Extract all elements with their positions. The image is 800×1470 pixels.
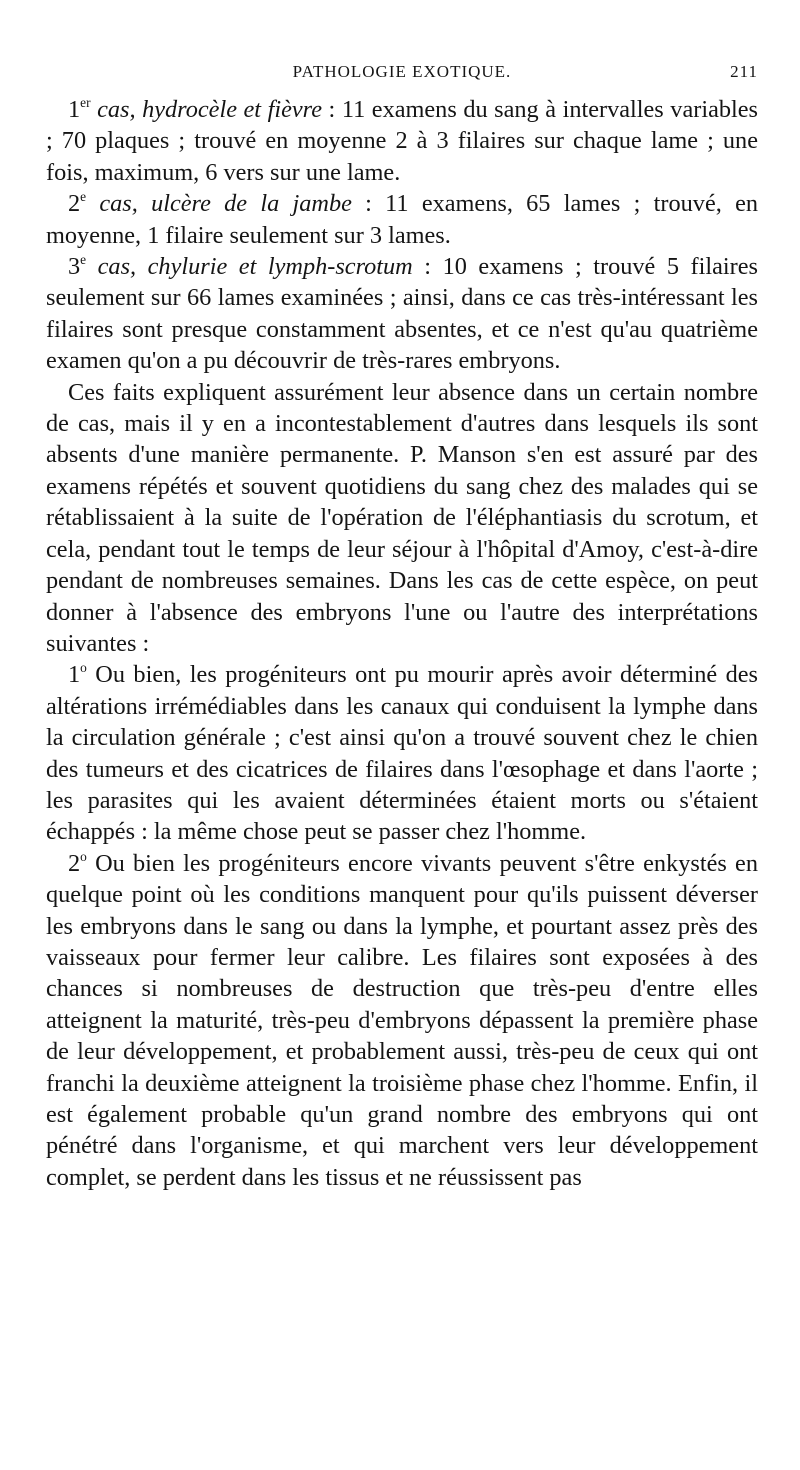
ordinal-superscript: o (80, 660, 87, 676)
paragraph-text: Ces faits expliquent assurément leur absence dans un certain nombre de cas, mais il y en a incontestablement d'autres dans lesquels ils sont absents d'une manière permanente. P. Manson s'en est assuré par des examens répétés et souvent quotidiens du sang chez des malades qui se rétablissaient à la suite de l'opération de l'éléphantiasis du scrotum, et cela, pendant tout le temps de leur séjour à l'hôpital d'Amoy, c'est-à-dire pendant de nombreuses semaines. Dans les cas de cette espèce, on peut donner à l'absence des embryons l'une ou l'autre des interprétations suivantes : (46, 378, 758, 657)
paragraph-hypothesis-1 (46, 659, 758, 847)
ordinal-superscript: e (80, 252, 87, 268)
case-ordinal: 2 (68, 190, 81, 218)
page-number: 211 (730, 62, 758, 81)
case-label: cas, ulcère de la jambe (99, 190, 352, 218)
case-label: cas, chylurie et lymph-scrotum (97, 253, 413, 281)
paragraph-text: : 10 examens ; trouvé 5 filaires seulement sur 66 lames examinées ; ainsi, dans ce cas très-intéressant les filaires sont presque constamment absentes, et ce n'est qu'au quatrième examen qu'on a pu découvrir de très-rares embryons. (46, 253, 759, 375)
running-head (46, 58, 758, 88)
case-label: cas, hydrocèle et fièvre (97, 96, 323, 123)
ordinal-superscript: er (80, 94, 91, 110)
ordinal-superscript: o (80, 848, 87, 864)
ordinal-superscript: e (80, 189, 87, 205)
paragraph-case-3 (46, 251, 758, 377)
paragraph-case-1 (46, 94, 758, 188)
paragraph-hypothesis-2 (46, 848, 758, 1193)
book-page (46, 58, 758, 1458)
case-ordinal: 1 (68, 96, 81, 123)
paragraph-explanation (46, 377, 758, 660)
case-ordinal: 3 (68, 253, 81, 281)
running-title: PATHOLOGIE EXOTIQUE. (292, 62, 512, 81)
paragraph-case-2 (46, 188, 758, 251)
hypothesis-ordinal: 2 (68, 849, 81, 877)
paragraph-text: : 11 examens du sang à intervalles variables ; 70 plaques ; trouvé en moyenne 2 à 3 filaires sur chaque lame ; une fois, maximum, 6 vers sur une lame. (46, 96, 758, 186)
paragraph-text: Ou bien, les progéniteurs ont pu mourir après avoir déterminé des altérations irrémédiables dans les canaux qui conduisent la lymphe dans la circulation générale ; c'est ainsi qu'on a trouvé souvent chez le chien des tumeurs et des cicatrices de filaires dans l'œsophage et dans l'aorte ; les parasites qui les avaient déterminées étaient morts ou s'étaient échappés : la même chose peut se passer chez l'homme. (46, 661, 758, 846)
paragraph-text: : 11 examens, 65 lames ; trouvé, en moyenne, 1 filaire seulement sur 3 lames. (46, 190, 758, 249)
body-text (46, 94, 758, 1193)
paragraph-text: Ou bien les progéniteurs encore vivants peuvent s'être enkystés en quelque point où les conditions manquent pour qu'ils puissent déverser les embryons dans le sang ou dans la lymphe, et pourtant assez près des vaisseaux pour fermer leur calibre. Les filaires sont exposées à des chances si nombreuses de destruction que très-peu d'entre elles atteignent la maturité, très-peu d'embryons dépassent la première phase de leur développement, et probablement aussi, très-peu de ceux qui ont franchi la deuxième atteignent la troisième phase chez l'homme. Enfin, il est également probable qu'un grand nombre des embryons qui ont pénétré dans l'organisme, et qui marchent vers leur développement complet, se perdent dans les tissus et ne réussissent pas (46, 849, 758, 1191)
hypothesis-ordinal: 1 (68, 661, 81, 689)
